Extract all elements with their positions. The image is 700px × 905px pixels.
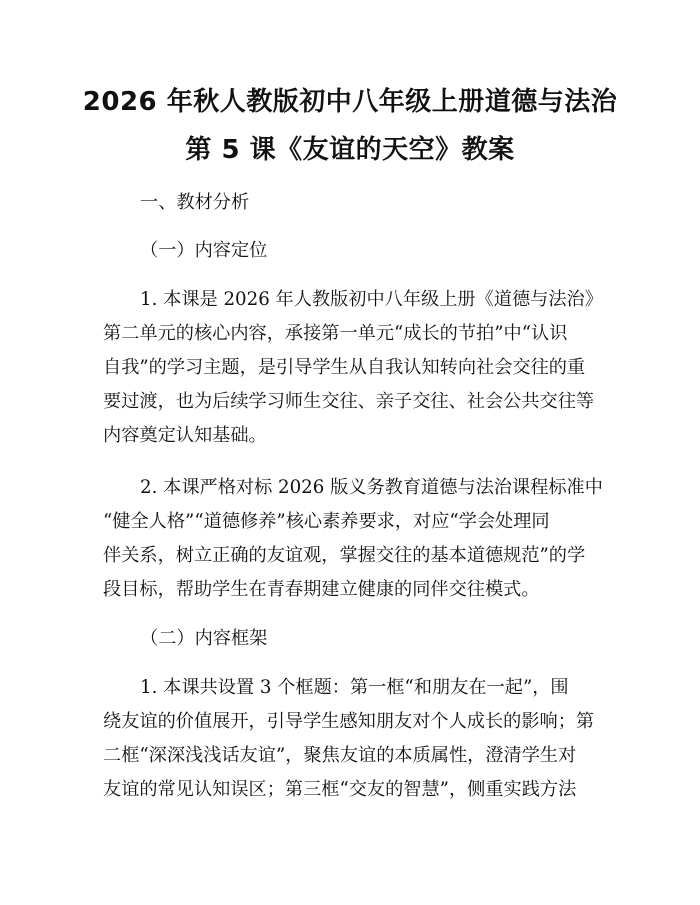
paragraph-3-line: 1. 本课共设置 3 个框题：第一框“和朋友在一起”，围	[140, 677, 569, 698]
subsection-heading-content-framework: （二）内容框架	[140, 628, 268, 649]
paragraph-3-line: 友谊的常见认知误区；第三框“交友的智慧”，侧重实践方法	[103, 779, 577, 800]
paragraph-1	[103, 283, 603, 453]
paragraph-1-line: 自我”的学习主题，是引导学生从自我认知转向社会交往的重	[103, 357, 586, 378]
document-title-line-1: 2026 年秋人教版初中八年级上册道德与法治	[82, 87, 618, 117]
paragraph-2-line: 2. 本课严格对标 2026 版义务教育道德与法治课程标准中	[140, 477, 603, 498]
paragraph-3-line: 绕友谊的价值展开，引导学生感知朋友对个人成长的影响；第	[103, 711, 595, 732]
paragraph-1-line: 1. 本课是 2026 年人教版初中八年级上册《道德与法治》	[140, 289, 603, 310]
paragraph-2-line: “健全人格”“道德修养”核心素养要求，对应“学会处理同	[103, 511, 550, 532]
document-title-line-2: 第 5 课《友谊的天空》教案	[185, 135, 515, 165]
paragraph-1-line: 要过渡，也为后续学习师生交往、亲子交往、社会公共交往等	[103, 391, 595, 412]
paragraph-2	[103, 471, 603, 607]
subsection-heading-content-positioning: （一）内容定位	[140, 240, 268, 261]
paragraph-1-line: 内容奠定认知基础。	[103, 425, 267, 446]
paragraph-1-line: 第二单元的核心内容，承接第一单元“成长的节拍”中“认识	[103, 323, 568, 344]
paragraph-3	[103, 671, 603, 807]
section-heading-teaching-material-analysis: 一、教材分析	[140, 192, 250, 213]
paragraph-2-line: 段目标，帮助学生在青春期建立健康的同伴交往模式。	[103, 579, 540, 600]
paragraph-2-line: 伴关系，树立正确的友谊观，掌握交往的基本道德规范”的学	[103, 545, 586, 566]
paragraph-3-line: 二框“深深浅浅话友谊”，聚焦友谊的本质属性，澄清学生对	[103, 745, 577, 766]
